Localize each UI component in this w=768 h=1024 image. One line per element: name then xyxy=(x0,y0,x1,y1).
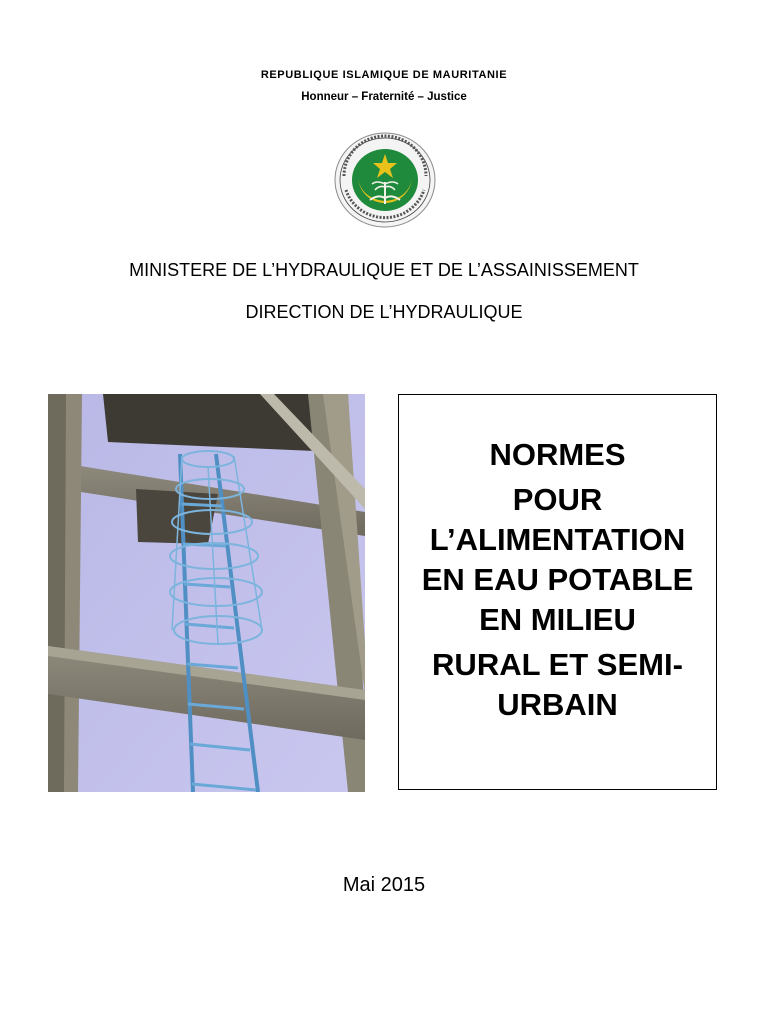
national-motto: Honneur – Fraternité – Justice xyxy=(301,91,467,103)
publication-date: Mai 2015 xyxy=(342,874,426,896)
direction-name: DIRECTION DE L’HYDRAULIQUE xyxy=(245,302,523,322)
title-line-7: URBAIN xyxy=(497,687,618,722)
water-tower-ladder-photo xyxy=(48,394,365,792)
coat-of-arms-seal-icon xyxy=(334,132,436,228)
title-line-6: RURAL ET SEMI- xyxy=(432,647,683,682)
republic-name: REPUBLIQUE ISLAMIQUE DE MAURITANIE xyxy=(260,69,508,81)
title-line-5: EN MILIEU xyxy=(479,602,636,637)
title-line-2: POUR xyxy=(512,482,603,517)
title-line-4: EN EAU POTABLE xyxy=(421,562,694,597)
title-line-3: L’ALIMENTATION xyxy=(429,522,686,557)
document-title xyxy=(399,435,716,725)
title-line-1: NORMES xyxy=(489,437,626,472)
document-title-box xyxy=(398,394,717,790)
ministry-name: MINISTERE DE L’HYDRAULIQUE ET DE L’ASSAINISSEMENT xyxy=(129,260,639,280)
